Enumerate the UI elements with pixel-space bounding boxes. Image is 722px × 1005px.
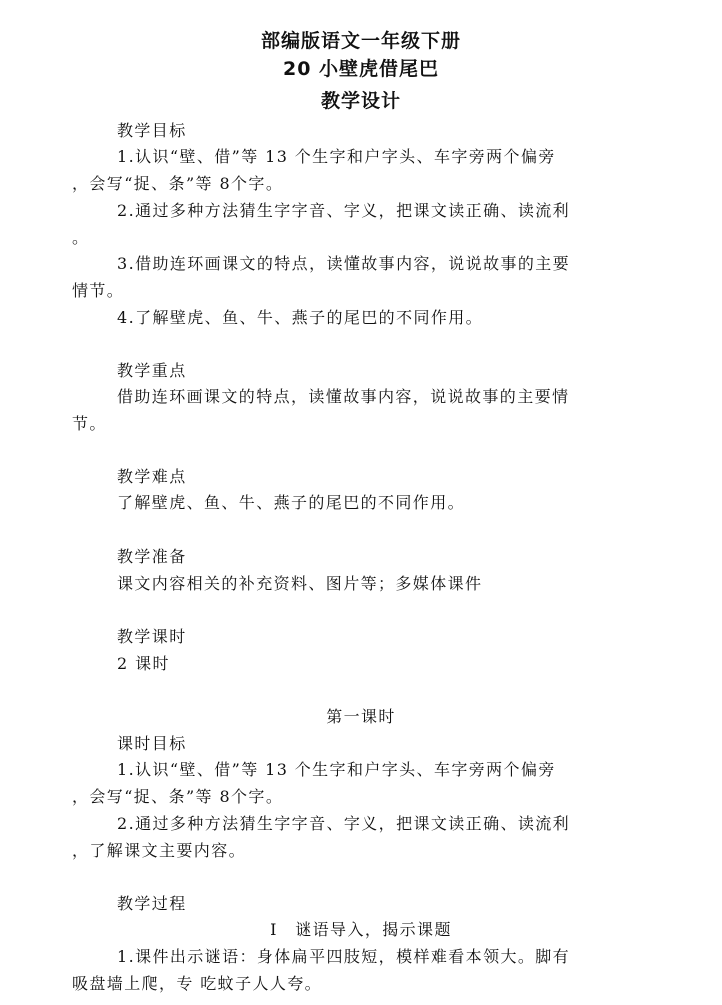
lesson-goals-heading: 课时目标 [117,734,187,753]
goal-item-2-cont: 。 [72,228,90,247]
prep-heading: 教学准备 [117,547,187,566]
goals-heading: 教学目标 [117,121,187,140]
lesson-goal-item-2-cont: ，了解课文主要内容。 [72,841,247,860]
doc-subtitle: 教学设计 [320,90,401,112]
goal-item-1: 1.认识“壁、借”等 13 个生字和户字头、车字旁两个偏旁 [117,147,556,166]
section-title: Ⅰ 谜语导入，揭示课题 [270,920,452,939]
goal-item-2: 2.通过多种方法猜生字字音、字义，把课文读正确、读流利 [117,201,571,220]
lesson-goal-item-1-cont: ，会写“捉、条”等 8个字。 [72,787,284,806]
hours-text: 2 课时 [117,654,170,673]
lesson-heading: 第一课时 [326,707,396,726]
focus-text: 借助连环画课文的特点，读懂故事内容，说说故事的主要情 [117,387,570,406]
doc-title: 部编版语文一年级下册 [260,30,461,52]
focus-heading: 教学重点 [117,361,187,380]
step-1: 1.课件出示谜语：身体扁平四肢短，模样难看本领大。脚有 [117,947,571,966]
lesson-goal-item-1: 1.认识“壁、借”等 13 个生字和户字头、车字旁两个偏旁 [117,760,556,779]
lesson-title: 20 小壁虎借尾巴 [282,58,440,80]
hours-heading: 教学课时 [117,627,187,646]
goal-item-3-cont: 情节。 [72,281,125,300]
goal-item-1-cont: ，会写“捉、条”等 8个字。 [72,174,284,193]
goal-item-4: 4.了解壁虎、鱼、牛、燕子的尾巴的不同作用。 [117,308,484,327]
prep-text: 课文内容相关的补充资料、图片等；多媒体课件 [117,574,483,593]
goal-item-3: 3.借助连环画课文的特点，读懂故事内容，说说故事的主要 [117,254,571,273]
difficulty-text: 了解壁虎、鱼、牛、燕子的尾巴的不同作用。 [117,493,466,512]
process-heading: 教学过程 [117,894,187,913]
step-1-cont: 吸盘墙上爬，专 吃蚊子人人夸。 [72,974,323,993]
focus-text-cont: 节。 [72,414,107,433]
lesson-goal-item-2: 2.通过多种方法猜生字字音、字义，把课文读正确、读流利 [117,814,571,833]
difficulty-heading: 教学难点 [117,467,187,486]
